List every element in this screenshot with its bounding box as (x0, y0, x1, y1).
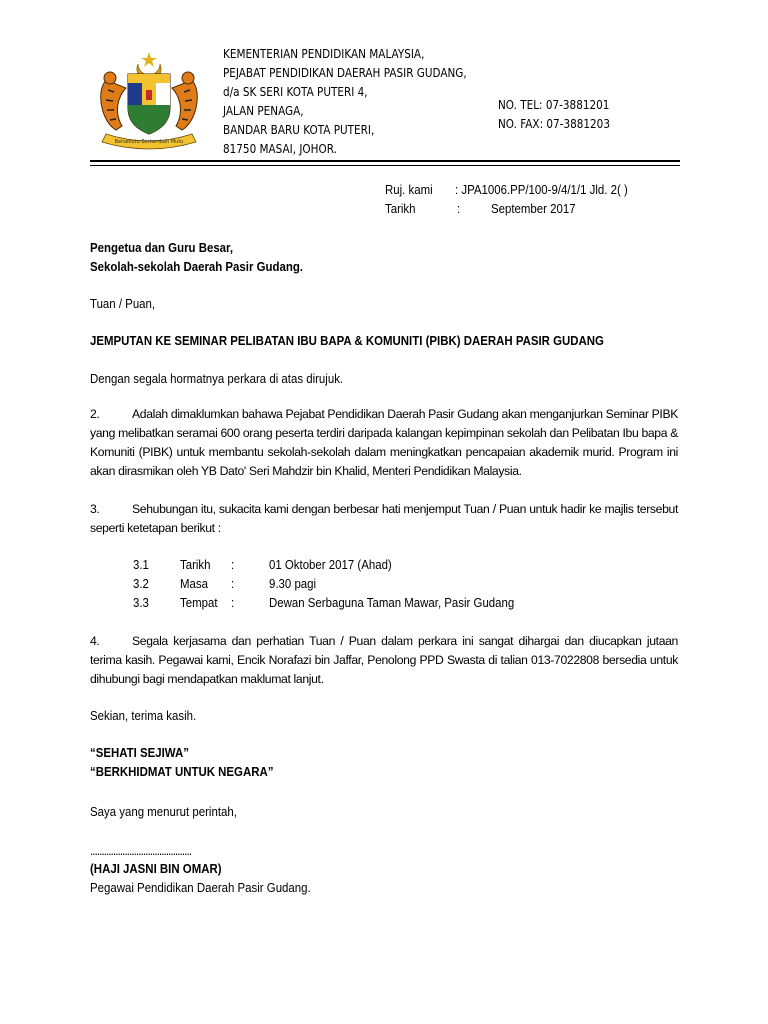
coat-of-arms-emblem (88, 50, 210, 150)
intro-paragraph: Dengan segala hormatnya perkara di atas dirujuk. (90, 371, 344, 386)
letterhead-divider (90, 160, 680, 162)
recipient-line: Sekolah-sekolah Daerah Pasir Gudang. (90, 259, 303, 274)
detail-number: 3.3 (133, 595, 149, 610)
paragraph-number: 4. (90, 634, 100, 648)
detail-value: 9.30 pagi (269, 576, 317, 591)
letterhead-divider-thin (90, 165, 680, 166)
address-line: d/a SK SERI KOTA PUTERI 4, (223, 85, 368, 99)
detail-number: 3.2 (133, 576, 149, 591)
motto-sehati-sejiwa: “SEHATI SEJIWA” (90, 745, 189, 760)
emblem-motto-text: Bersekutu Bertambah Mutu (114, 139, 184, 145)
paragraph-4 (90, 632, 678, 689)
detail-value: 01 Oktober 2017 (Ahad) (269, 557, 392, 572)
address-line: 81750 MASAI, JOHOR. (223, 142, 337, 156)
detail-value: Dewan Serbaguna Taman Mawar, Pasir Gudang (269, 595, 515, 610)
recipient-line: Pengetua dan Guru Besar, (90, 240, 234, 255)
detail-colon: : (231, 595, 235, 610)
address-line: PEJABAT PENDIDIKAN DAERAH PASIR GUDANG, (223, 66, 467, 80)
letter-subject: JEMPUTAN KE SEMINAR PELIBATAN IBU BAPA & KOMUNITI (PIBK) DAERAH PASIR GUDANG (90, 333, 604, 348)
fax-number: NO. FAX: 07-3881203 (498, 117, 610, 131)
paragraph-3 (90, 500, 678, 538)
closing-line: Sekian, terima kasih. (90, 708, 197, 723)
signature-line: ............................................ (90, 843, 192, 858)
letterhead-address (223, 45, 467, 159)
paragraph-text: Sehubungan itu, sukacita kami dengan berbesar hati menjemput Tuan / Puan untuk hadir ke majlis tersebut seperti ketetapan berikut : (90, 502, 678, 535)
signatory-title: Pegawai Pendidikan Daerah Pasir Gudang. (90, 880, 311, 895)
detail-colon: : (231, 576, 235, 591)
salutation: Tuan / Puan, (90, 296, 156, 311)
paragraph-2 (90, 405, 678, 481)
reference-label: Ruj. kami (385, 182, 433, 197)
address-line: BANDAR BARU KOTA PUTERI, (223, 123, 375, 137)
reference-number: : JPA1006.PP/100-9/4/1/1 Jld. 2( ) (455, 182, 628, 197)
detail-label: Tarikh (180, 557, 211, 572)
detail-number: 3.1 (133, 557, 149, 572)
office-contact (498, 96, 610, 134)
address-line: JALAN PENAGA, (223, 104, 304, 118)
detail-label: Tempat (180, 595, 218, 610)
signoff-line: Saya yang menurut perintah, (90, 804, 237, 819)
date-colon: : (457, 201, 461, 216)
letter-date: September 2017 (491, 201, 576, 216)
paragraph-text: Segala kerjasama dan perhatian Tuan / Puan dalam perkara ini sangat dihargai dan diucapkan jutaan terima kasih. Pegawai kami, Encik Norafazi bin Jaffar, Penolong PPD Swasta di talian 013-7022808 bersedia untuk dihubungi bagi mendapatkan maklumat lanjut. (90, 634, 678, 686)
address-line: KEMENTERIAN PENDIDIKAN MALAYSIA, (223, 47, 425, 61)
paragraph-number: 3. (90, 502, 100, 516)
paragraph-number: 2. (90, 407, 100, 421)
detail-label: Masa (180, 576, 208, 591)
date-label: Tarikh (385, 201, 416, 216)
detail-colon: : (231, 557, 235, 572)
signatory-name: (HAJI JASNI BIN OMAR) (90, 861, 222, 876)
telephone-number: NO. TEL: 07-3881201 (498, 98, 610, 112)
motto-berkhidmat: “BERKHIDMAT UNTUK NEGARA” (90, 764, 274, 779)
paragraph-text: Adalah dimaklumkan bahawa Pejabat Pendidikan Daerah Pasir Gudang akan menganjurkan Seminar PIBK yang melibatkan seramai 600 orang peserta terdiri daripada kalangan kepimpinan sekolah dan Pelibatan Ibu bapa & Komuniti (PIBK) untuk membantu sekolah-sekolah dalam meningkatkan pencapaian akademik murid. Program ini akan dirasmikan oleh YB Dato' Seri Mahdzir bin Khalid, Menteri Pendidikan Malaysia. (90, 407, 679, 478)
